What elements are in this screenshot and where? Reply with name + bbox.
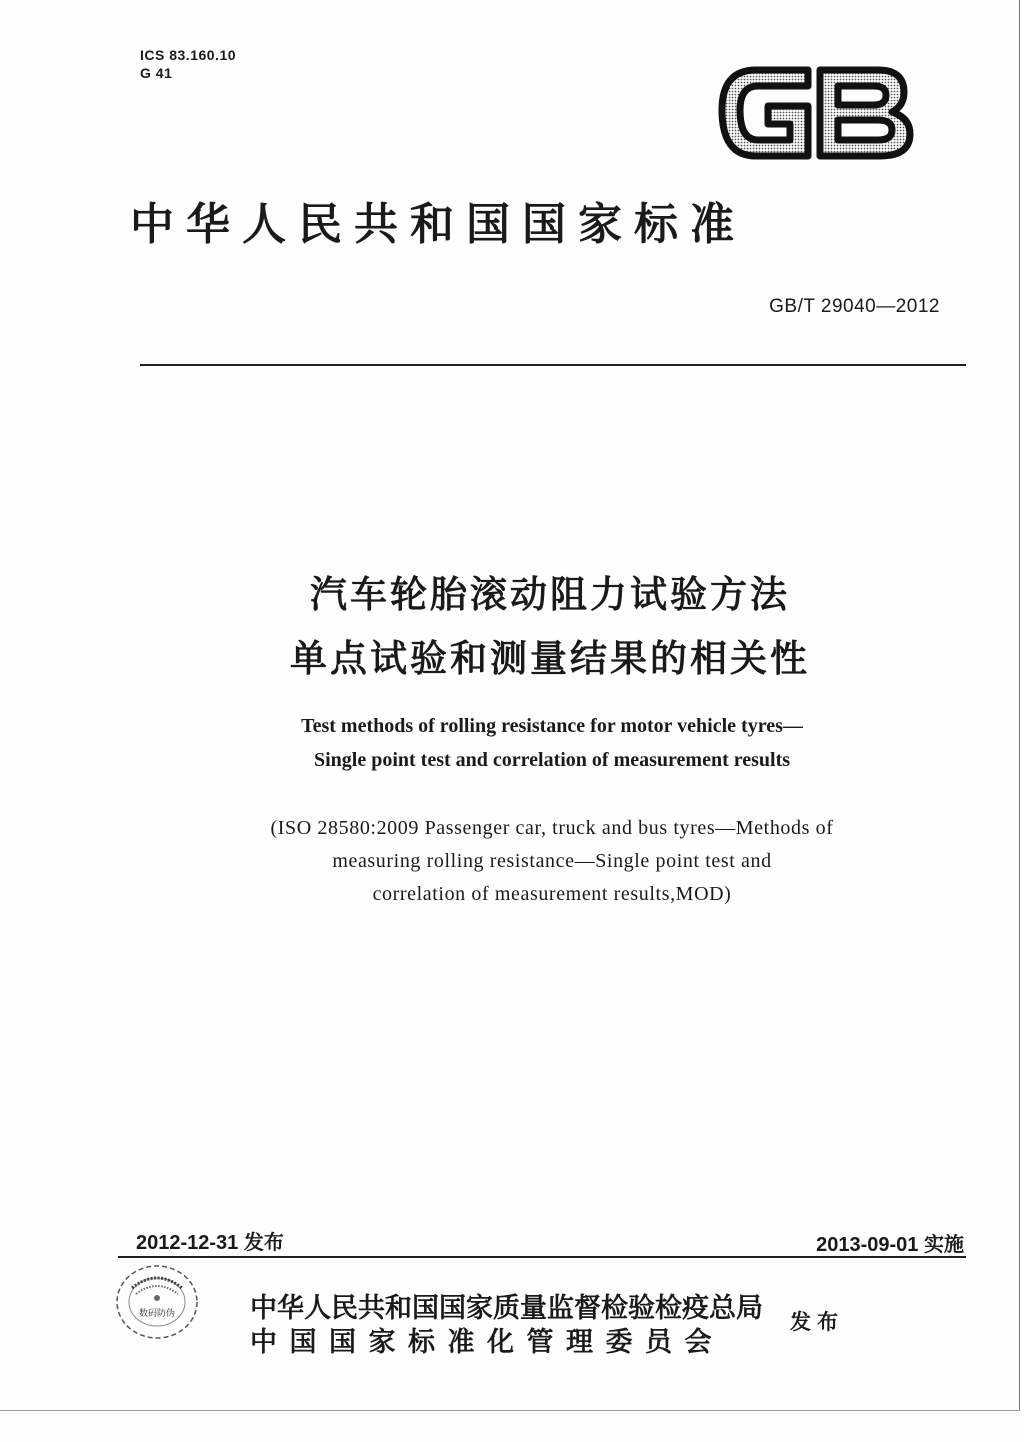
page-edge-right bbox=[1019, 0, 1020, 1410]
standard-number: GB/T 29040—2012 bbox=[769, 296, 940, 317]
ics-code: ICS 83.160.10 bbox=[140, 47, 237, 63]
iso-reference-line-2: measuring rolling resistance—Single point test and bbox=[332, 850, 772, 872]
implementation-date: 2013-09-01 实施 bbox=[816, 1234, 964, 1256]
publish-label: 发布 bbox=[790, 1310, 844, 1334]
gb-logo bbox=[716, 60, 916, 166]
national-standard-title: 中华人民共和国国家标准 bbox=[130, 199, 746, 250]
footer-divider bbox=[118, 1256, 966, 1258]
anti-counterfeit-seal-icon bbox=[112, 1262, 202, 1342]
issuer-sac: 中国国家标准化管理委员会 bbox=[250, 1327, 724, 1358]
iso-reference-line-3: correlation of measurement results,MOD) bbox=[372, 883, 732, 905]
chinese-title-line-2: 单点试验和测量结果的相关性 bbox=[290, 637, 810, 680]
english-title-line-2: Single point test and correlation of measurement results bbox=[313, 749, 791, 771]
iso-reference-line-1: (ISO 28580:2009 Passenger car, truck and bus tyres—Methods of bbox=[270, 817, 834, 839]
english-title-line-1: Test methods of rolling resistance for motor vehicle tyres— bbox=[301, 715, 803, 737]
chinese-title-line-1: 汽车轮胎滚动阻力试验方法 bbox=[310, 573, 790, 616]
issue-date: 2012-12-31 发布 bbox=[136, 1232, 284, 1254]
page-edge-bottom bbox=[0, 1410, 1020, 1411]
issuer-aqsiq: 中华人民共和国国家质量监督检验检疫总局 bbox=[250, 1293, 763, 1324]
seal-center-text: 数码防伪 bbox=[138, 1309, 176, 1319]
header-divider bbox=[140, 364, 966, 366]
ccs-code: G 41 bbox=[140, 65, 173, 81]
